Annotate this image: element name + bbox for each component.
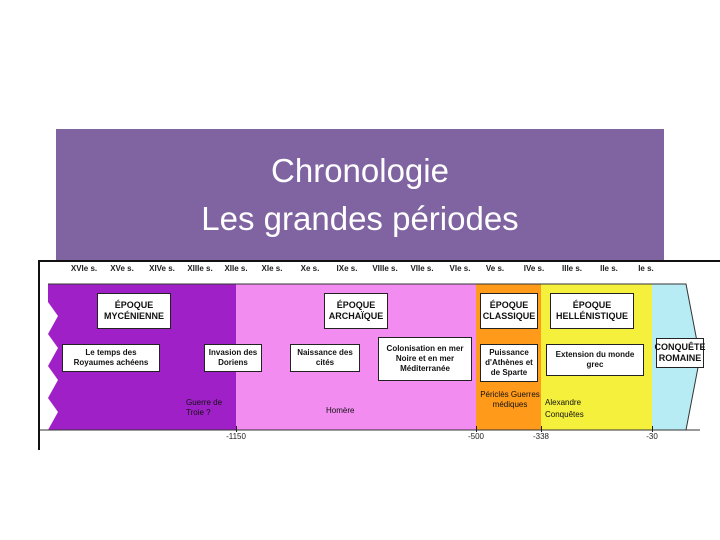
note-homere: Homère (326, 406, 355, 415)
century-label: Ve s. (485, 264, 505, 273)
century-label: XVe s. (110, 264, 134, 273)
century-label: Xe s. (300, 264, 320, 273)
period-classique: ÉPOQUE CLASSIQUE (480, 293, 538, 329)
note-mediques: Périclès Guerres médiques (480, 390, 540, 409)
century-label: XIIIe s. (187, 264, 213, 273)
date-label: -1150 (226, 432, 246, 441)
date-label: -500 (467, 432, 485, 441)
event-colonisation: Colonisation en mer Noire et en mer Méditerranée (378, 337, 472, 381)
slide-subtitle: Les grandes périodes (201, 200, 519, 237)
period-romaine: CONQUÊTE ROMAINE (656, 338, 704, 368)
century-label: VIIe s. (410, 264, 434, 273)
event-royaumes: Le temps des Royaumes achéens (62, 344, 160, 372)
century-label: XIe s. (261, 264, 283, 273)
slide-title: Chronologie (271, 152, 449, 189)
century-label: IXe s. (336, 264, 358, 273)
century-label: IIe s. (600, 264, 618, 273)
slide-title-box (56, 129, 664, 261)
century-label: XIIe s. (224, 264, 248, 273)
century-label: XIVe s. (149, 264, 175, 273)
note-conquetes: Conquêtes (545, 410, 584, 419)
date-label: -30 (646, 432, 658, 441)
century-label: VIe s. (449, 264, 471, 273)
century-label: Ie s. (638, 264, 654, 273)
century-label: VIIIe s. (372, 264, 398, 273)
period-archaique: ÉPOQUE ARCHAÏQUE (324, 293, 388, 329)
event-doriens: Invasion des Doriens (204, 344, 262, 372)
period-mycenienne: ÉPOQUE MYCÉNIENNE (97, 293, 171, 329)
event-extension: Extension du monde grec (546, 344, 644, 376)
century-scale (40, 264, 720, 280)
date-label: -338 (532, 432, 550, 441)
century-label: XVIe s. (70, 264, 98, 273)
event-puissance: Puissance d'Athènes et de Sparte (480, 344, 538, 382)
event-cites: Naissance des cités (290, 344, 360, 372)
note-alexandre: Alexandre (545, 398, 582, 407)
century-label: IIIe s. (561, 264, 583, 273)
chronology-timeline (38, 260, 720, 450)
century-label: IVe s. (523, 264, 545, 273)
note-troie: Guerre de Troie ? (186, 398, 223, 417)
period-hellenistique: ÉPOQUE HELLÉNISTIQUE (550, 293, 634, 329)
